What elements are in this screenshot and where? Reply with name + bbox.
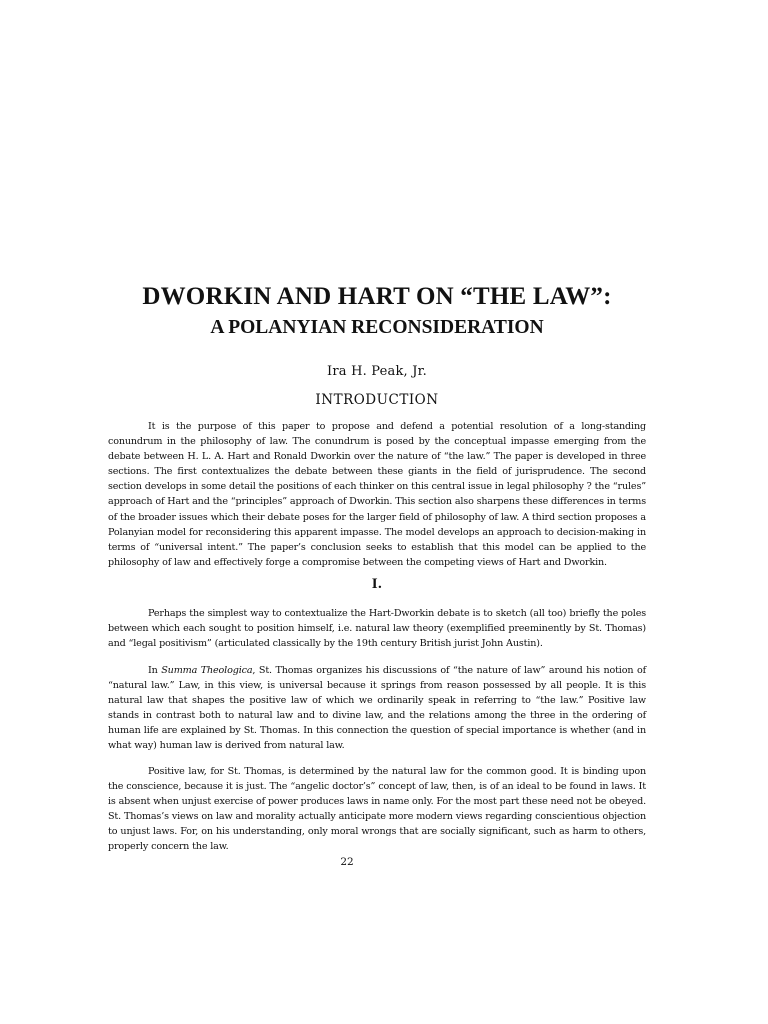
- document-page: [108, 0, 646, 1024]
- section-one-paragraph-2: [108, 663, 646, 754]
- introduction-heading: INTRODUCTION: [315, 392, 439, 408]
- paper-subtitle: A POLANYIAN RECONSIDERATION: [210, 317, 544, 338]
- section-one-heading: I.: [371, 576, 383, 592]
- section-one-paragraph-1: Perhaps the simplest way to contextualize the Hart-Dworkin debate is to sketch (all too) briefly the poles between which each sought to position himself, i.e. natural law theory (exemplified preeminently by St. Thomas) and “legal positivism” (articulated classically by the 19th century British jurist John Austin).: [108, 608, 646, 650]
- author-name: Ira H. Peak, Jr.: [327, 364, 427, 379]
- page-number: 22: [340, 856, 354, 868]
- introduction-paragraph: It is the purpose of this paper to propose and defend a potential resolution of a long-standing conundrum in the philosophy of law. The conundrum is posed by the conceptual impasse emerging from the debate between H. L. A. Hart and Ronald Dworkin over the nature of “the law.” The paper is developed in three sections. The first contextualizes the debate between these giants in the field of jurisprudence. The second section develops in some detail the positions of each thinker on this central issue in legal philosophy ? the “rules” approach of Hart and the “principles” approach of Dworkin. This section also sharpens these differences in terms of the broader issues which their debate poses for the larger field of philosophy of law. A third section proposes a Polanyian model for reconsidering this apparent impasse. The model develops an approach to decision-making in terms of “universal intent.” The paper’s conclusion seeks to establish that this model can be applied to the philosophy of law and effectively forge a compromise between the competing views of Hart and Dworkin.: [108, 421, 646, 568]
- paragraph-text-after: , St. Thomas organizes his discussions of “the nature of law” around his notion of “natural law.” Law, in this view, is universal because it springs from reason possessed by all people. It is this natural law that shapes the positive law of which we ordinarily speak in referring to “the law.” Positive law stands in contrast both to natural law and to divine law, and the relations among the three in the ordering of human life are explained by St. Thomas. In this connection the question of special importance is whether (and in what way) human law is derived from natural law.: [108, 665, 646, 752]
- paper-title: DWORKIN AND HART ON “THE LAW”:: [142, 283, 612, 310]
- summa-theologica-title: Summa Theologica: [161, 665, 253, 676]
- paragraph-text-before: In: [148, 665, 162, 676]
- section-one-paragraph-3: Positive law, for St. Thomas, is determined by the natural law for the common good. It is binding upon the conscience, because it is just. The “angelic doctor’s” concept of law, then, is of an ideal to be found in laws. It is absent when unjust exercise of power produces laws in name only. For the most part these need not be obeyed. St. Thomas’s views on law and morality actually anticipate more modern views regarding conscientious objection to unjust laws. For, on his understanding, only moral wrongs that are socially significant, such as harm to others, properly concern the law.: [108, 766, 646, 853]
